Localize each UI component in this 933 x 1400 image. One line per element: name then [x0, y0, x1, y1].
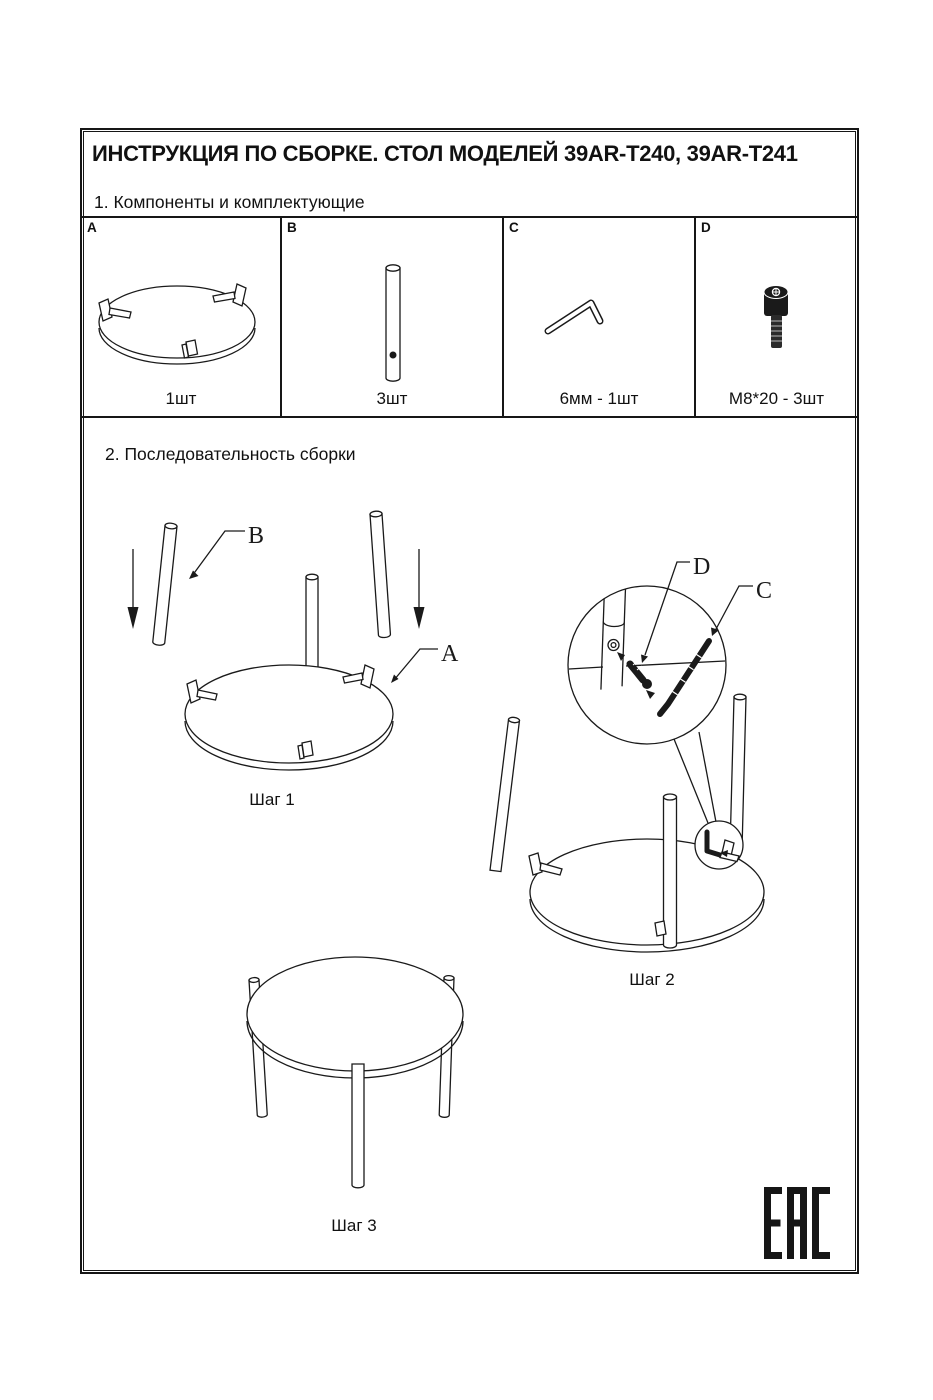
tabletop-drawing — [185, 665, 393, 770]
component-letter-b: B — [287, 220, 297, 235]
callout-letter-a: A — [441, 641, 459, 667]
step3-assembly-diagram — [232, 950, 482, 1202]
step3-caption: Шаг 3 — [331, 1216, 377, 1235]
bolt-drawing — [764, 286, 788, 349]
step2-assembly-diagram — [502, 554, 814, 962]
eac-letters — [764, 1187, 830, 1259]
callout-leader-a — [391, 649, 438, 683]
callout-letter-c: C — [756, 578, 773, 604]
hex-key-drawing — [548, 303, 600, 331]
tabletop-drawing — [99, 284, 255, 364]
down-arrow-icon — [414, 549, 425, 629]
tabletop-drawing — [247, 957, 463, 1078]
component-qty-a: 1шт — [165, 389, 197, 408]
callout-letter-d: D — [693, 554, 711, 580]
section-heading-components: 1. Компоненты и комплектующие — [94, 192, 365, 212]
leg-drawing — [352, 1064, 364, 1188]
table-leg-icon — [282, 218, 502, 388]
component-cell-a — [82, 218, 282, 416]
components-table — [82, 216, 857, 418]
component-qty-c: 6мм - 1шт — [559, 389, 639, 408]
bolt-icon — [696, 218, 865, 388]
eac-mark — [764, 1187, 830, 1259]
hex-key-icon — [504, 218, 694, 388]
zoom-cone-lines — [674, 732, 716, 823]
leg-drawing — [386, 265, 400, 381]
table-top-icon — [82, 218, 280, 388]
component-cell-b — [282, 218, 504, 416]
leg-drawing — [664, 794, 677, 948]
down-arrow-icon — [128, 549, 139, 629]
bracket-tab-drawing — [655, 921, 666, 936]
bracket-highlight-circle — [695, 821, 743, 869]
component-cell-d — [696, 218, 857, 416]
callout-letter-b: B — [248, 523, 265, 549]
doc-title: ИНСТРУКЦИЯ ПО СБОРКЕ. СТОЛ МОДЕЛЕЙ 39AR-T240, 39AR-T241 — [92, 141, 798, 166]
component-letter-c: C — [509, 220, 519, 235]
component-qty-b: 3шт — [376, 389, 408, 408]
leg-drawing — [153, 523, 178, 646]
detail-circle — [568, 582, 726, 744]
section-heading-assembly: 2. Последовательность сборки — [105, 444, 356, 464]
component-letter-a: A — [87, 220, 97, 235]
component-letter-d: D — [701, 220, 711, 235]
leg-drawing — [370, 511, 391, 638]
component-cell-c — [504, 218, 696, 416]
page-border-frame — [80, 128, 859, 1274]
step1-caption: Шаг 1 — [249, 790, 295, 809]
step1-assembly-diagram — [112, 502, 512, 802]
component-qty-d: M8*20 - 3шт — [728, 389, 825, 408]
step2-caption: Шаг 2 — [629, 970, 675, 989]
callout-leader-b — [189, 531, 245, 579]
